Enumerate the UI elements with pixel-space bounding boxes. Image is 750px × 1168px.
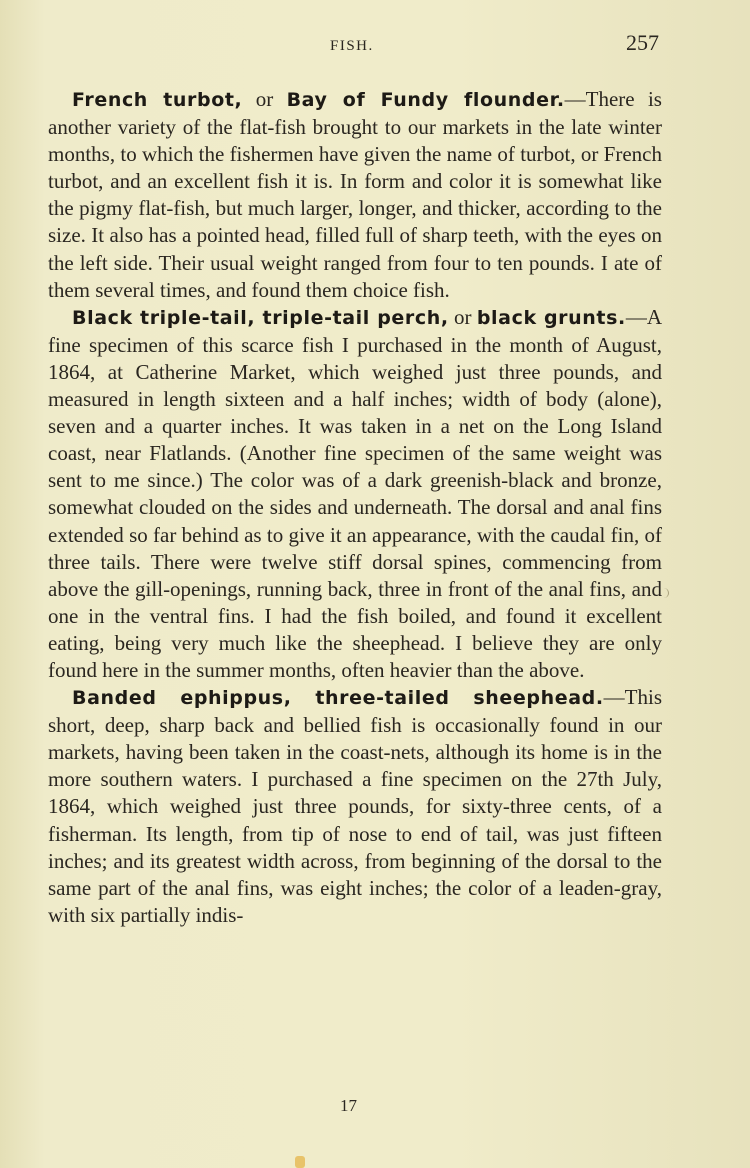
entry-french-turbot [48, 86, 662, 304]
entry-banded-ephippus [48, 684, 662, 929]
entry-body: —This short, deep, sharp back and bellied fish is occasionally found in our markets, having been taken in the coast-nets, although its home is in the more southern waters. I purchased a fine specimen on the 27th July, 1864, which weighed just three pounds, for sixty-three cents, of a fisherman. Its length, from tip of nose to end of tail, was just fifteen inches; and its greatest width across, from beginning of the dorsal to the same part of the anal fins, was eight inches; the color of a leaden-gray, with six partially indis- [48, 685, 662, 927]
entry-joiner: or [242, 87, 287, 111]
body-text [48, 86, 662, 929]
page-number: 257 [626, 30, 659, 55]
paper-stain [295, 1156, 305, 1168]
running-title: FISH. [330, 38, 374, 54]
entry-heading-alt: black grunts. [476, 306, 626, 329]
entry-heading: Banded ephippus, three-tailed sheephead. [72, 687, 604, 710]
entry-joiner: or [448, 304, 477, 329]
entry-body: —A fine specimen of this scarce fish I purchased in the month of August, 1864, at Catherine Market, which weighed just three pounds, and measured in length sixteen and a half inches; width of body (alone), seven and a quarter inches. It was taken in a net on the Long Island coast, near Flatlands. (Another fine specimen of the same weight was sent to me since.) The color was of a dark greenish-black and bronze, somewhat clouded on the sides and underneath. The dorsal and anal fins extended so far behind as to give it an appearance, with the caudal fin, of three tails. There were twelve stiff dorsal spines, commencing from above the gill-openings, running back, three in front of the anal fins, and one in the ventral fins. I had the fish boiled, and found it excellent eating, being very much like the sheephead. I believe they are only found here in the summer months, often heavier than the above. [48, 304, 662, 682]
signature-mark: 17 [340, 1096, 357, 1115]
entry-heading: French turbot, [72, 89, 243, 111]
entry-heading-alt: Bay of Fundy flounder. [286, 89, 565, 111]
paper-edge-mark [662, 588, 669, 598]
entry-black-triple-tail [48, 304, 662, 684]
running-head [0, 28, 750, 64]
entry-body: —There is another variety of the flat-fish brought to our markets in the late winter months, to which the fishermen have given the name of turbot, or French turbot, and an excellent fish it is. In form and color it is somewhat like the pigmy flat-fish, but much larger, longer, and thicker, according to the size. It also has a pointed head, filled full of sharp teeth, with the eyes on the left side. Their usual weight ranged from four to ten pounds. I ate of them several times, and found them choice fish. [48, 87, 662, 302]
entry-heading: Black triple-tail, triple-tail perch, [72, 306, 449, 329]
